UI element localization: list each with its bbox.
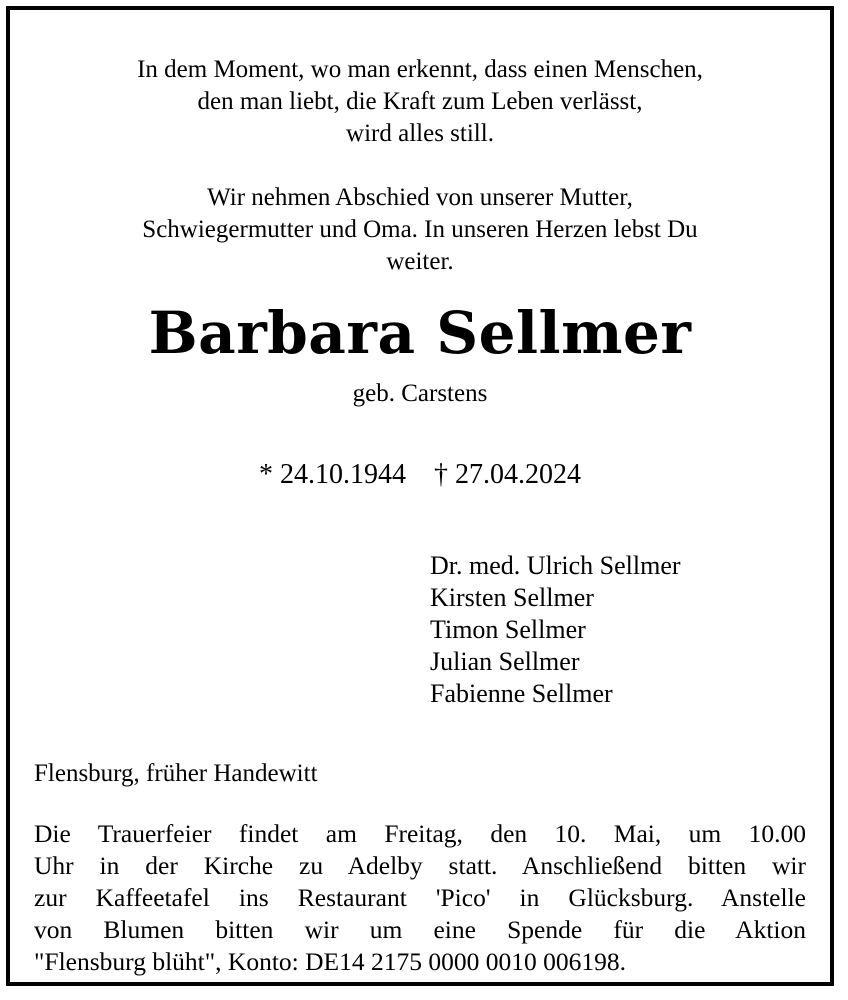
- deceased-name: Barbara Sellmer: [148, 299, 692, 367]
- mourner-name: Kirsten Sellmer: [430, 583, 594, 612]
- birth-date: * 24.10.1944: [259, 459, 406, 490]
- mourner-name: Fabienne Sellmer: [430, 679, 613, 708]
- service-line: Uhr in der Kirche zu Adelby statt. Anschließend bitten wir: [34, 851, 806, 880]
- verse-line: Schwiegermutter und Oma. In unseren Herzen lebst Du: [142, 216, 698, 243]
- mourner-name: Dr. med. Ulrich Sellmer: [430, 551, 681, 580]
- mourner-name: Timon Sellmer: [430, 615, 586, 644]
- verse-stanza-2: [10, 182, 830, 278]
- funeral-service-info: [34, 818, 806, 978]
- verse-line: Wir nehmen Abschied von unserer Mutter,: [207, 184, 633, 211]
- verse-stanza-1: [10, 54, 830, 150]
- verse-line: weiter.: [386, 248, 454, 275]
- maiden-name: geb. Carstens: [352, 380, 488, 407]
- place-of-residence: Flensburg, früher Handewitt: [34, 760, 318, 787]
- service-line: zur Kaffeetafel ins Restaurant 'Pico' in Glücksburg. Anstelle: [34, 883, 806, 912]
- mourner-name: Julian Sellmer: [430, 647, 580, 676]
- verse-line: den man liebt, die Kraft zum Leben verlässt,: [197, 88, 643, 115]
- service-line: "Flensburg blüht", Konto: DE14 2175 0000 0010 006198.: [34, 947, 626, 976]
- service-line: von Blumen bitten wir um eine Spende für die Aktion: [34, 915, 806, 944]
- verse-line: wird alles still.: [346, 120, 494, 147]
- mourners-list: [430, 550, 681, 710]
- life-dates: [10, 458, 830, 492]
- verse-line: In dem Moment, wo man erkennt, dass einen Menschen,: [137, 56, 703, 83]
- obituary-notice: [6, 6, 834, 986]
- death-date: † 27.04.2024: [434, 459, 581, 490]
- service-line: Die Trauerfeier findet am Freitag, den 10. Mai, um 10.00: [34, 819, 806, 848]
